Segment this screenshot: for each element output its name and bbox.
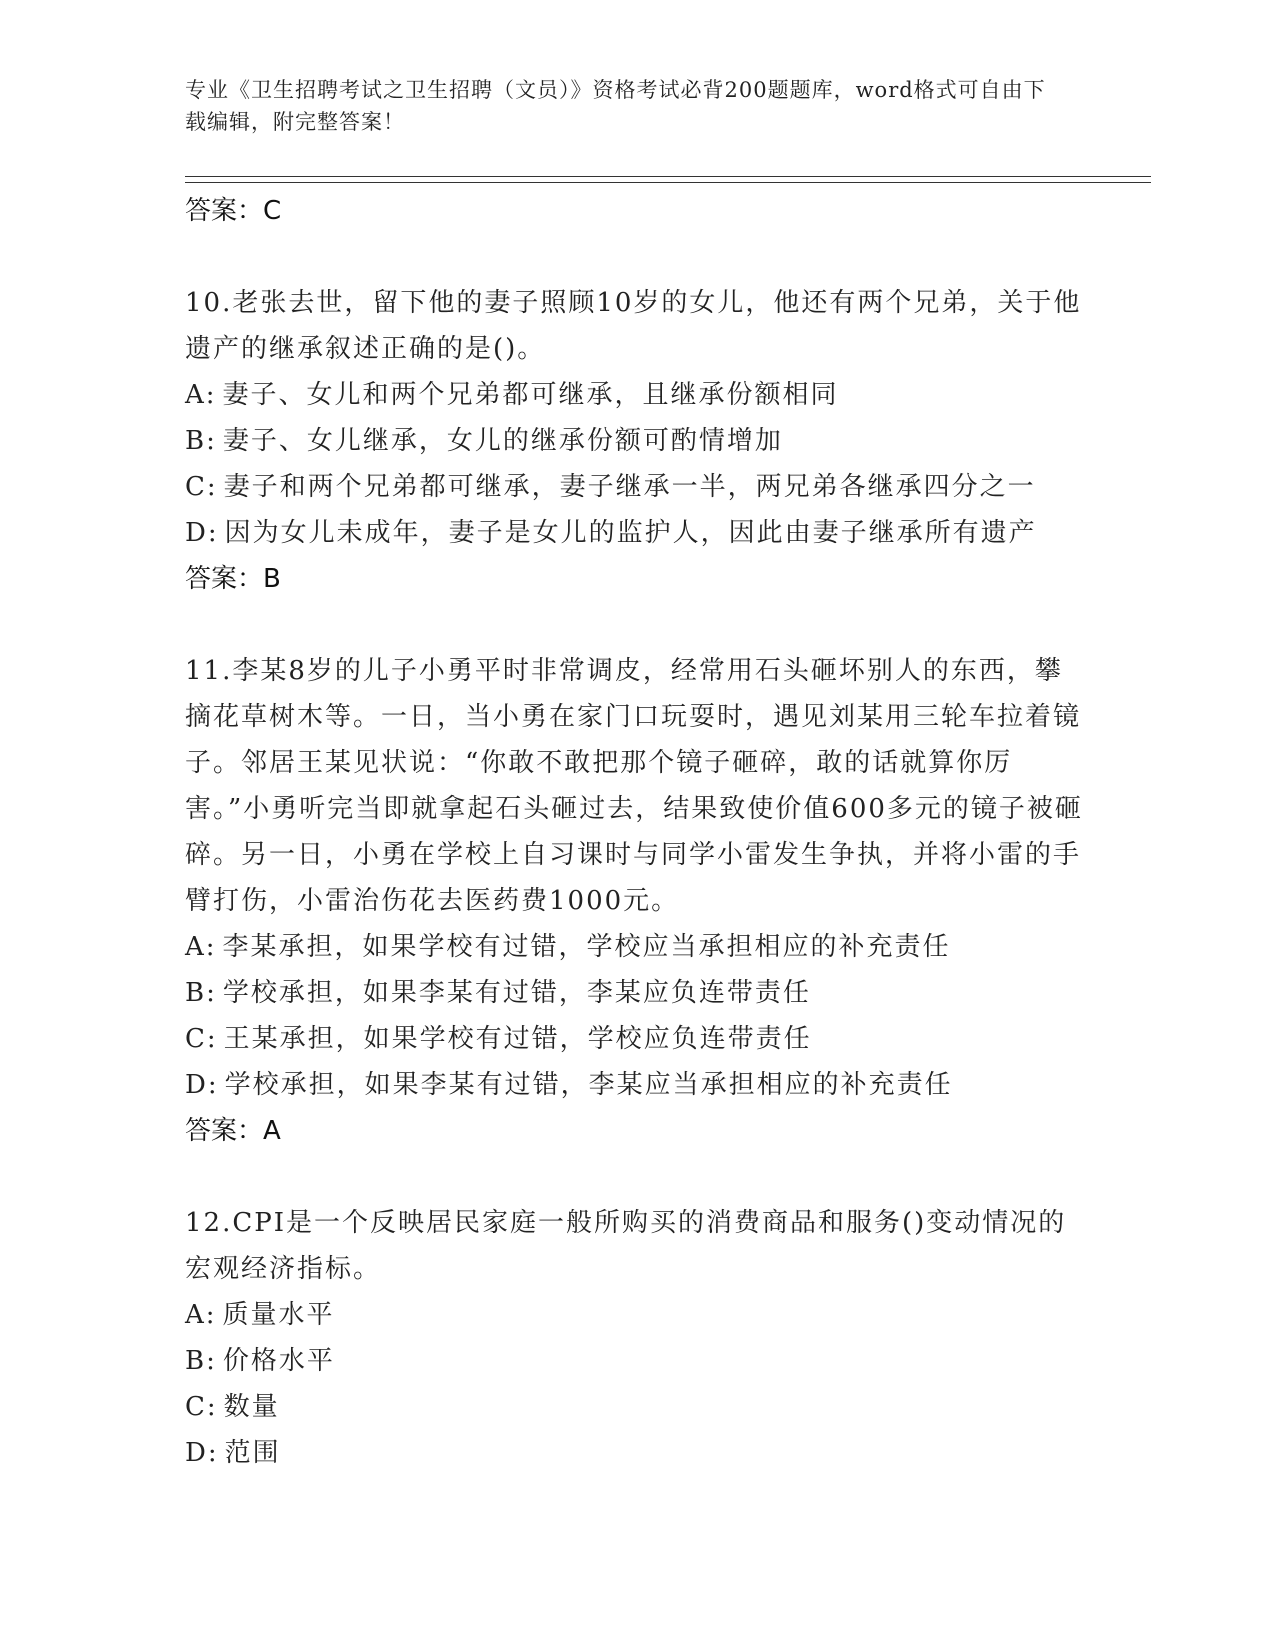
header-divider (185, 176, 1151, 183)
option-letter: D: (185, 1070, 219, 1100)
option-letter: C: (185, 472, 218, 502)
option-text: 价格水平 (222, 1346, 335, 1376)
option-text: 数量 (223, 1392, 280, 1422)
option-d (185, 1062, 1085, 1108)
option-b (185, 418, 1085, 464)
spacer (185, 234, 1085, 280)
option-text: 李某承担，如果学校有过错，学校应当承担相应的补充责任 (222, 932, 951, 962)
header-text: 专业《卫生招聘考试之卫生招聘（文员）》资格考试必背200题题库，word格式可自由下载编辑，附完整答案！ (185, 78, 1046, 134)
option-text: 妻子、女儿继承，女儿的继承份额可酌情增加 (222, 426, 783, 456)
question-12 (185, 1200, 1085, 1476)
answer-q9: 答案：C (185, 196, 282, 226)
option-c (185, 1016, 1085, 1062)
option-d (185, 510, 1085, 556)
question-stem: 10.老张去世，留下他的妻子照顾10岁的女儿，他还有两个兄弟，关于他遗产的继承叙述正确的是()。 (185, 288, 1082, 364)
option-text: 范围 (224, 1438, 281, 1468)
option-letter: B: (185, 426, 217, 456)
option-text: 质量水平 (222, 1300, 335, 1330)
option-text: 王某承担，如果学校有过错，学校应负连带责任 (223, 1024, 812, 1054)
option-letter: B: (185, 1346, 217, 1376)
question-11 (185, 648, 1085, 1154)
option-letter: A: (185, 1300, 217, 1330)
option-text: 妻子和两个兄弟都可继承，妻子继承一半，两兄弟各继承四分之一 (223, 472, 1036, 502)
option-letter: C: (185, 1392, 218, 1422)
option-text: 妻子、女儿和两个兄弟都可继承，且继承份额相同 (222, 380, 839, 410)
option-a (185, 924, 1085, 970)
document-body (185, 188, 1085, 1476)
option-text: 学校承担，如果李某有过错，李某应当承担相应的补充责任 (224, 1070, 953, 1100)
option-letter: C: (185, 1024, 218, 1054)
question-stem: 11.李某8岁的儿子小勇平时非常调皮，经常用石头砸坏别人的东西，攀摘花草树木等。一日，当小勇在家门口玩耍时，遇见刘某用三轮车拉着镜子。邻居王某见状说：“你敢不敢把那个镜子砸碎，敢的话就算你厉害。”小勇听完当即就拿起石头砸过去，结果致使价值600多元的镜子被砸碎。另一日，小勇在学校上自习课时与同学小雷发生争执，并将小雷的手臂打伤，小雷治伤花去医药费1000元。 (185, 656, 1083, 916)
option-letter: D: (185, 518, 219, 548)
option-b (185, 1338, 1085, 1384)
option-letter: A: (185, 380, 217, 410)
answer-q10: 答案：B (185, 564, 281, 594)
option-a (185, 1292, 1085, 1338)
option-c (185, 1384, 1085, 1430)
option-c (185, 464, 1085, 510)
option-letter: D: (185, 1438, 219, 1468)
spacer (185, 1154, 1085, 1200)
question-10 (185, 280, 1085, 602)
option-d (185, 1430, 1085, 1476)
option-letter: B: (185, 978, 217, 1008)
page-header (185, 74, 1065, 138)
option-letter: A: (185, 932, 217, 962)
spacer (185, 602, 1085, 648)
option-b (185, 970, 1085, 1016)
option-text: 学校承担，如果李某有过错，李某应负连带责任 (222, 978, 811, 1008)
option-a (185, 372, 1085, 418)
option-text: 因为女儿未成年，妻子是女儿的监护人，因此由妻子继承所有遗产 (224, 518, 1037, 548)
answer-q11: 答案：A (185, 1116, 281, 1146)
question-stem: 12.CPI是一个反映居民家庭一般所购买的消费商品和服务()变动情况的宏观经济指标。 (185, 1208, 1067, 1284)
